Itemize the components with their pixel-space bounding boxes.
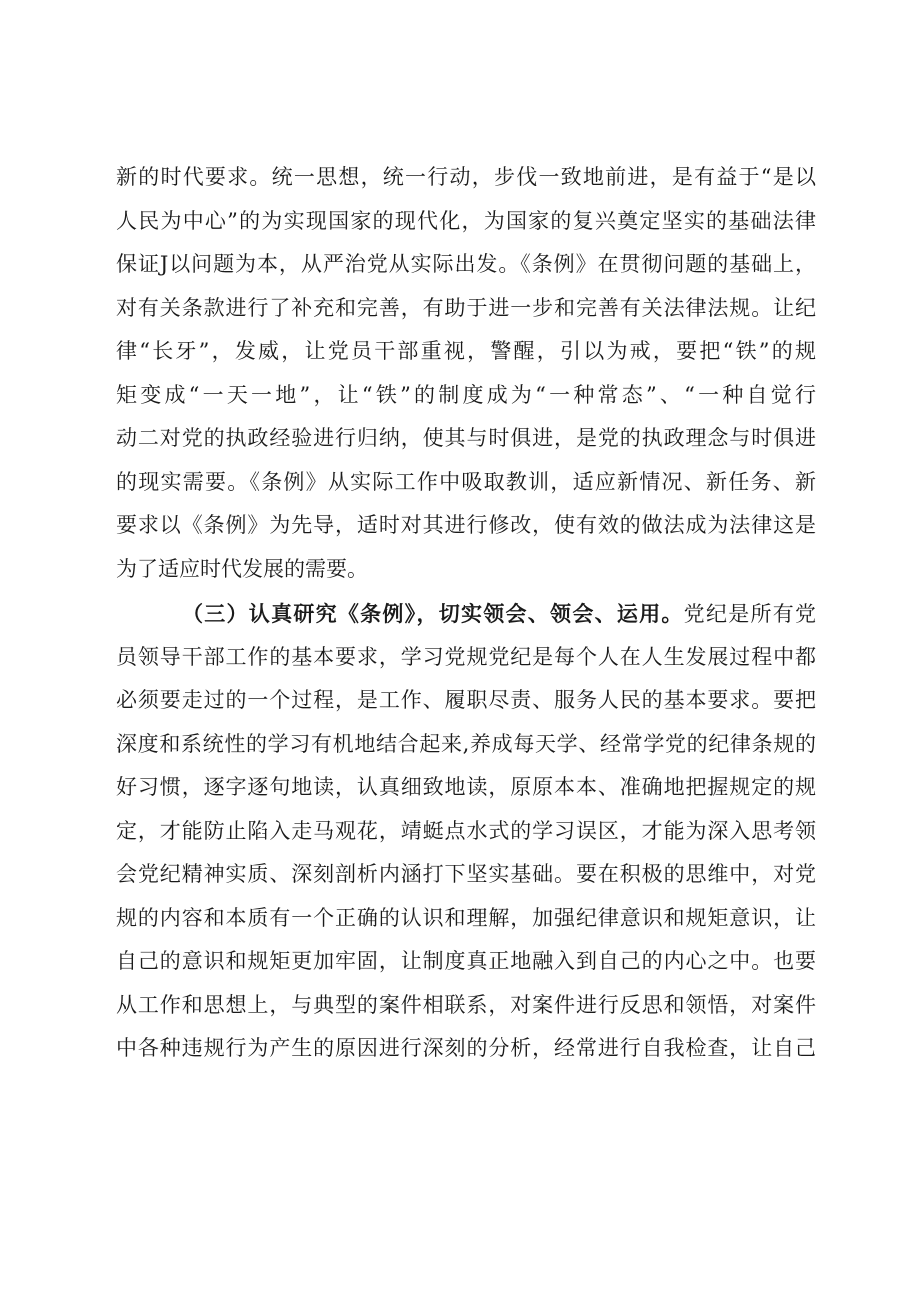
text-line: 律“长牙”，发威，让党员干部重视，警醒，引以为戒，要把“铁”的规 bbox=[116, 339, 816, 363]
text-line: 对有关条款进行了补充和完善，有助于进一步和完善有关法律法规。让纪 bbox=[116, 295, 816, 320]
text-line: 员领导干部工作的基本要求，学习党规党纪是每个人在人生发展过程中都 bbox=[116, 644, 816, 669]
text-line: 必须要走过的一个过程，是工作、履职尽责、服务人民的基本要求。要把 bbox=[116, 688, 816, 712]
text-line: 动二对党的执政经验进行归纳，使其与时俱进，是党的执政理念与时俱进 bbox=[116, 426, 816, 450]
heading-continuation: 党纪是所有党 bbox=[683, 602, 817, 626]
text-line: 中各种违规行为产生的原因进行深刻的分析，经常进行自我检查，让自己 bbox=[116, 1036, 816, 1060]
text-line: 自己的意识和规矩更加牢固，让制度真正地融入到自己的内心之中。也要 bbox=[116, 949, 816, 973]
paragraph-1 bbox=[116, 156, 816, 591]
paragraph-2 bbox=[116, 592, 816, 1071]
text-line: 矩变成“一天一地”，让“铁”的制度成为“一种常态”、“一种自觉行 bbox=[116, 382, 816, 407]
paragraph-first-line bbox=[116, 592, 816, 636]
text-line: 从工作和思想上，与典型的案件相联系，对案件进行反思和领悟，对案件 bbox=[116, 992, 816, 1017]
text-line: 保证J以问题为本，从严治党从实际出发。《条例》在贯彻问题的基础上， bbox=[116, 252, 816, 276]
text-line: 好习惯，逐字逐句地读，认真细致地读，原原本本、准确地把握规定的规 bbox=[116, 775, 816, 799]
text-line: 的现实需要。《条例》从实际工作中吸取教训，适应新情况、新任务、新 bbox=[116, 469, 816, 494]
text-line: 新的时代要求。统一思想，统一行动，步伐一致地前进，是有益于“是以 bbox=[116, 165, 816, 189]
text-line: 人民为中心”的为实现国家的现代化，为国家的复兴奠定坚实的基础法律 bbox=[116, 208, 816, 233]
text-line: 为了适应时代发展的需要。 bbox=[116, 556, 368, 581]
section-heading: （三）认真研究《条例》，切实领会、领会、运用。 bbox=[182, 601, 684, 626]
text-line: 规的内容和本质有一个正确的认识和理解，加强纪律意识和规矩意识，让 bbox=[116, 905, 816, 930]
text-line: 会党纪精神实质、深刻剖析内涵打下坚实基础。要在积极的思维中，对党 bbox=[116, 862, 816, 886]
text-line: 要求以《条例》为先导，适时对其进行修改，使有效的做法成为法律这是 bbox=[116, 513, 816, 537]
text-line: 深度和系统性的学习有机地结合起来,养成每天学、经常学党的纪律条规的 bbox=[116, 731, 816, 756]
text-line: 定，才能防止陷入走马观花，靖蜓点水式的学习误区，才能为深入思考领 bbox=[116, 818, 816, 843]
